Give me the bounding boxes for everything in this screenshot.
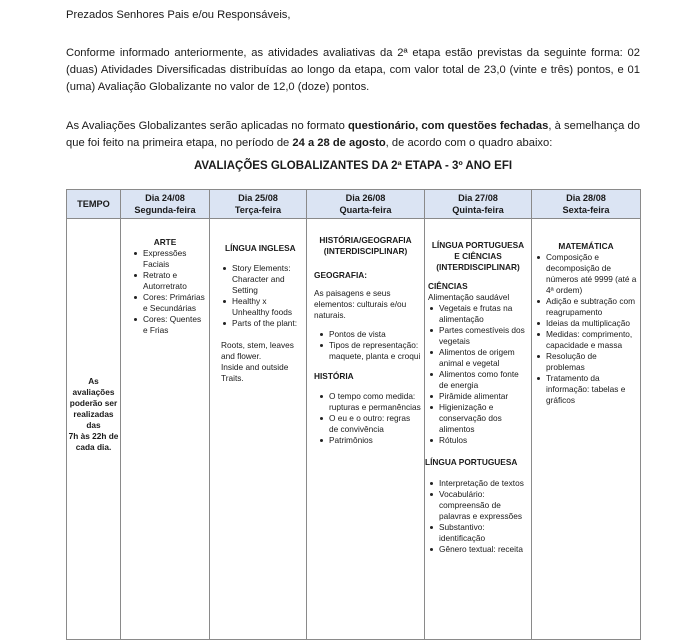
header-day [210,190,307,219]
list-item: Cores: Quentes e Frias [134,314,206,336]
header-tempo: TEMPO [67,190,121,219]
hist-title: HISTÓRIA [314,371,354,381]
ingles-extra: Inside and outside Traits. [221,362,289,383]
list-item: Partes comestíveis dos vegetais [430,325,528,347]
header-day [307,190,425,219]
thursday-cell [425,219,532,640]
list-item: Retrato e Autorretrato [134,270,206,292]
list-item: Alimentos de origem animal e vegetal [430,347,528,369]
para2-bold-format: questionário, com questões fechadas [347,120,549,132]
para2-bold-period: 24 a 28 de agosto [292,137,386,149]
lp-title: LÍNGUA PORTUGUESA [425,457,518,467]
ciencias-title: CIÊNCIAS [428,281,468,291]
list-item: Alimentos como fonte de energia [430,369,528,391]
day-date: Dia 28/08 [566,193,606,203]
list-item: Pontos de vista [320,329,421,340]
day-date: Dia 27/08 [458,193,498,203]
header-row [67,190,641,219]
paragraph-2 [66,118,640,152]
tempo-line: poderão ser [69,398,118,408]
list-item: Tipos de representação: maquete, planta e croqui [320,340,421,362]
paragraph-1: Conforme informado anteriormente, as atividades avaliativas da 2ª etapa estão previstas da seguinte forma: 02 (duas) Atividades Diversificadas distribuídas ao longo da etapa, com valor total de 23,0 (vinte e três) pontos, e 01 (uma) Avaliação Globalizante no valor de 12,0 (doze) pontos. [66,47,640,93]
ciencias-list [428,303,528,446]
monday-cell [121,219,210,640]
list-item: Interpretação de textos [430,478,528,489]
hist-list [310,391,421,446]
list-item: Healthy x Unhealthy foods [223,296,303,318]
para2-text-a: As Avaliações Globalizantes serão aplicadas no formato [66,120,348,132]
list-item: O tempo como medida: rupturas e permanências [320,391,421,413]
matematica-list [535,252,637,406]
tempo-line: cada dia. [75,442,112,452]
list-item: Higienização e conservação dos alimentos [430,402,528,435]
list-item: Pirâmide alimentar [430,391,528,402]
subject-line: E CIÊNCIAS [454,251,502,261]
para2-text-e: , de acordo com o quadro abaixo: [385,137,553,149]
para2-text-c: , à semelhança do que foi feito na primeira etapa, no período de [66,120,640,149]
greeting: Prezados Senhores Pais e/ou Responsáveis, [66,9,291,21]
lp-list [428,478,528,555]
day-weekday: Quarta-feira [339,205,392,215]
list-item: Vocabulário: compreensão de palavras e expressões [430,489,528,522]
list-item: Substantivo: identificação [430,522,528,544]
tempo-line: As avaliações [72,376,115,397]
day-date: Dia 26/08 [345,193,386,203]
geo-title: GEOGRAFIA: [314,270,368,280]
day-weekday: Quinta-feira [452,205,504,215]
subject-ingles: LÍNGUA INGLESA [225,243,296,253]
geo-text: As paisagens e seus elementos: culturais e/ou naturais. [314,288,407,320]
list-item: Adição e subtração com reagrupamento [537,296,637,318]
list-item: Cores: Primárias e Secundárias [134,292,206,314]
tempo-text [67,376,120,453]
schedule-table [66,189,641,640]
list-item: Gênero textual: receita [430,544,528,555]
subject-line: (INTERDISCIPLINAR) [436,262,520,272]
list-item: Composição e decomposição de números até 9999 (até a 4ª ordem) [537,252,637,296]
subject-line: LÍNGUA PORTUGUESA [431,240,525,250]
day-date: Dia 24/08 [145,193,185,203]
list-item: Resolução de problemas [537,351,637,373]
subject-arte: ARTE [153,237,177,247]
list-item: Parts of the plant: [223,318,303,329]
tempo-cell [67,219,121,640]
ingles-list [213,263,303,329]
tempo-line: das [86,420,101,430]
arte-list [124,248,206,336]
content-row [67,219,641,640]
list-item: Rótulos [430,435,528,446]
ciencias-text: Alimentação saudável [428,292,510,302]
list-item: Tratamento da informação: tabelas e gráficos [537,373,637,406]
table-title: AVALIAÇÕES GLOBALIZANTES DA 2ª ETAPA - 3º ANO EFI [193,160,513,172]
day-weekday: Segunda-feira [134,205,196,215]
wednesday-cell [307,219,425,640]
geo-list [310,329,421,362]
subject-line: HISTÓRIA/GEOGRAFIA [319,235,412,245]
header-day [425,190,532,219]
subject-hist-geo [310,235,421,257]
tempo-line: 7h às 22h de [68,431,119,441]
day-weekday: Sexta-feira [562,205,610,215]
subject-line: (INTERDISCIPLINAR) [323,246,408,256]
list-item: Medidas: comprimento, capacidade e massa [537,329,637,351]
ingles-extra: Roots, stem, leaves and flower. [221,340,294,361]
header-day [532,190,641,219]
subject-lp-ciencias [428,240,528,273]
subject-matematica: MATEMÁTICA [558,241,614,251]
tuesday-cell [210,219,307,640]
list-item: O eu e o outro: regras de convivência [320,413,421,435]
friday-cell [532,219,641,640]
list-item: Story Elements: Character and Setting [223,263,303,296]
list-item: Expressões Faciais [134,248,206,270]
day-weekday: Terça-feira [234,205,282,215]
day-date: Dia 25/08 [238,193,278,203]
tempo-line: realizadas [73,409,114,419]
list-item: Ideias da multiplicação [537,318,637,329]
header-day [121,190,210,219]
list-item: Patrimônios [320,435,421,446]
list-item: Vegetais e frutas na alimentação [430,303,528,325]
